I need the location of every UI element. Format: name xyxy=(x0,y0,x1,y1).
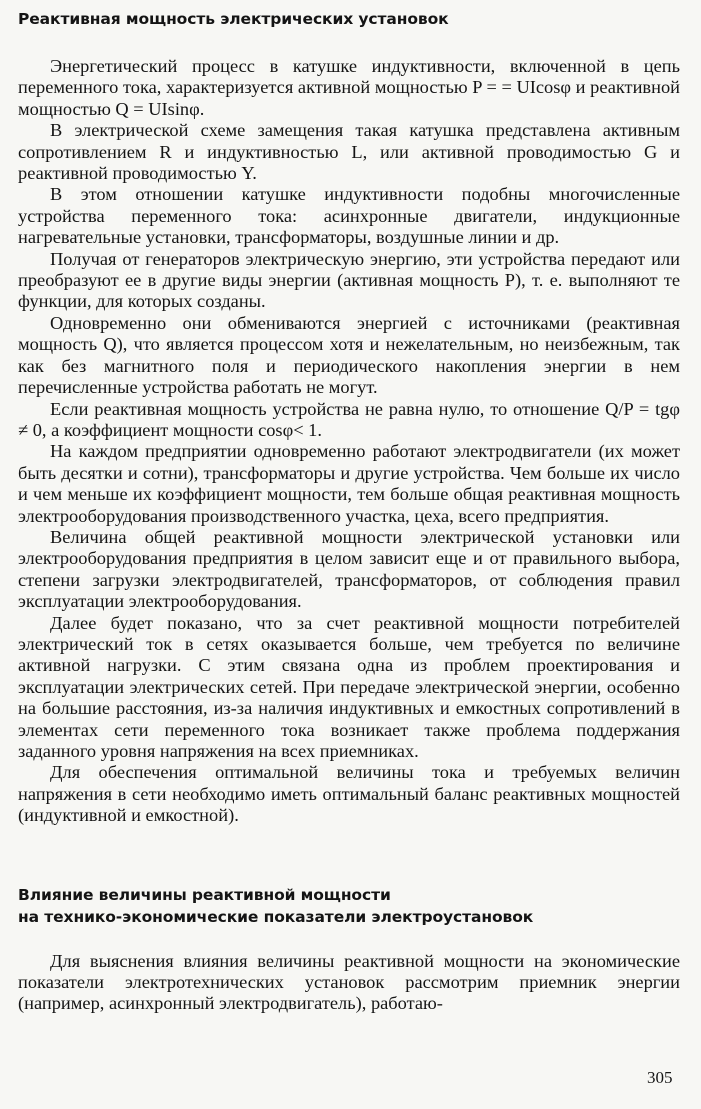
paragraph: Для выяснения влияния величины реактивной мощности на экономические показатели электротехнических установок рассмотрим приемник энергии (например, асинхронный электродвигатель), работаю- xyxy=(18,950,680,1014)
heading-line: на технико-экономические показатели электроустановок xyxy=(18,907,534,926)
paragraph: Если реактивная мощность устройства не равна нулю, то отношение Q/P = tgφ ≠ 0, а коэффициент мощности cosφ< 1. xyxy=(18,398,680,440)
paragraph: Для обеспечения оптимальной величины тока и требуемых величин напряжения в сети необходимо иметь оптимальный баланс реактивных мощностей (индуктивной и емкостной). xyxy=(18,762,680,826)
paragraph: Энергетический процесс в катушке индуктивности, включенной в цепь переменного тока, характеризуется активной мощностью P = = UIcosφ и реактивной мощностью Q = UIsinφ. xyxy=(18,56,680,119)
paragraph: В этом отношении катушке индуктивности подобны многочисленные устройства переменного тока: асинхронные двигатели, индукционные нагревательные установки, трансформаторы, воздушные линии и др. xyxy=(18,184,680,248)
paragraph: Далее будет показано, что за счет реактивной мощности потребителей электрический ток в сетях оказывается больше, чем требуется по величине активной нагрузки. С этим связана одна из проблем проектирования и эксплуатации электрических сетей. При передаче электрической энергии, особенно на большие расстояния, из-за наличия индуктивных и емкостных сопротивлений в элементах сети переменного тока возникает также проблема поддержания заданного уровня напряжения на всех приемниках. xyxy=(18,612,680,761)
paragraph: Одновременно они обмениваются энергией с источниками (реактивная мощность Q), что является процессом хотя и нежелательным, но неизбежным, так как без магнитного поля и периодического накопления энергии в нем перечисленные устройства работать не могут. xyxy=(18,312,680,398)
section-heading-2 xyxy=(18,884,680,928)
page-number: 305 xyxy=(647,1068,673,1087)
page xyxy=(18,8,680,1015)
section-body xyxy=(18,56,680,827)
section-heading: Реактивная мощность электрических установок xyxy=(18,10,449,28)
section-body-2 xyxy=(18,951,680,1015)
paragraph: Величина общей реактивной мощности электрической установки или электрооборудования предприятия в целом зависит еще и от правильного выбора, степени загрузки электродвигателей, трансформаторов, от соблюдения правил эксплуатации электрооборудования. xyxy=(18,526,680,612)
paragraph: Получая от генераторов электрическую энергию, эти устройства передают или преобразуют ее в другие виды энергии (активная мощность P), т. е. выполняют те функции, для которых созданы. xyxy=(18,248,680,312)
heading-line: Влияние величины реактивной мощности xyxy=(18,885,391,904)
paragraph: В электрической схеме замещения такая катушка представлена активным сопротивлением R и индуктивностью L, или активной проводимостью G и реактивной проводимостью Y. xyxy=(18,120,680,184)
paragraph: На каждом предприятии одновременно работают электродвигатели (их может быть десятки и сотни), трансформаторы и другие устройства. Чем больше их число и чем меньше их коэффициент мощности, тем больше общая реактивная мощность электрооборудования производственного участка, цеха, всего предприятия. xyxy=(18,441,680,526)
